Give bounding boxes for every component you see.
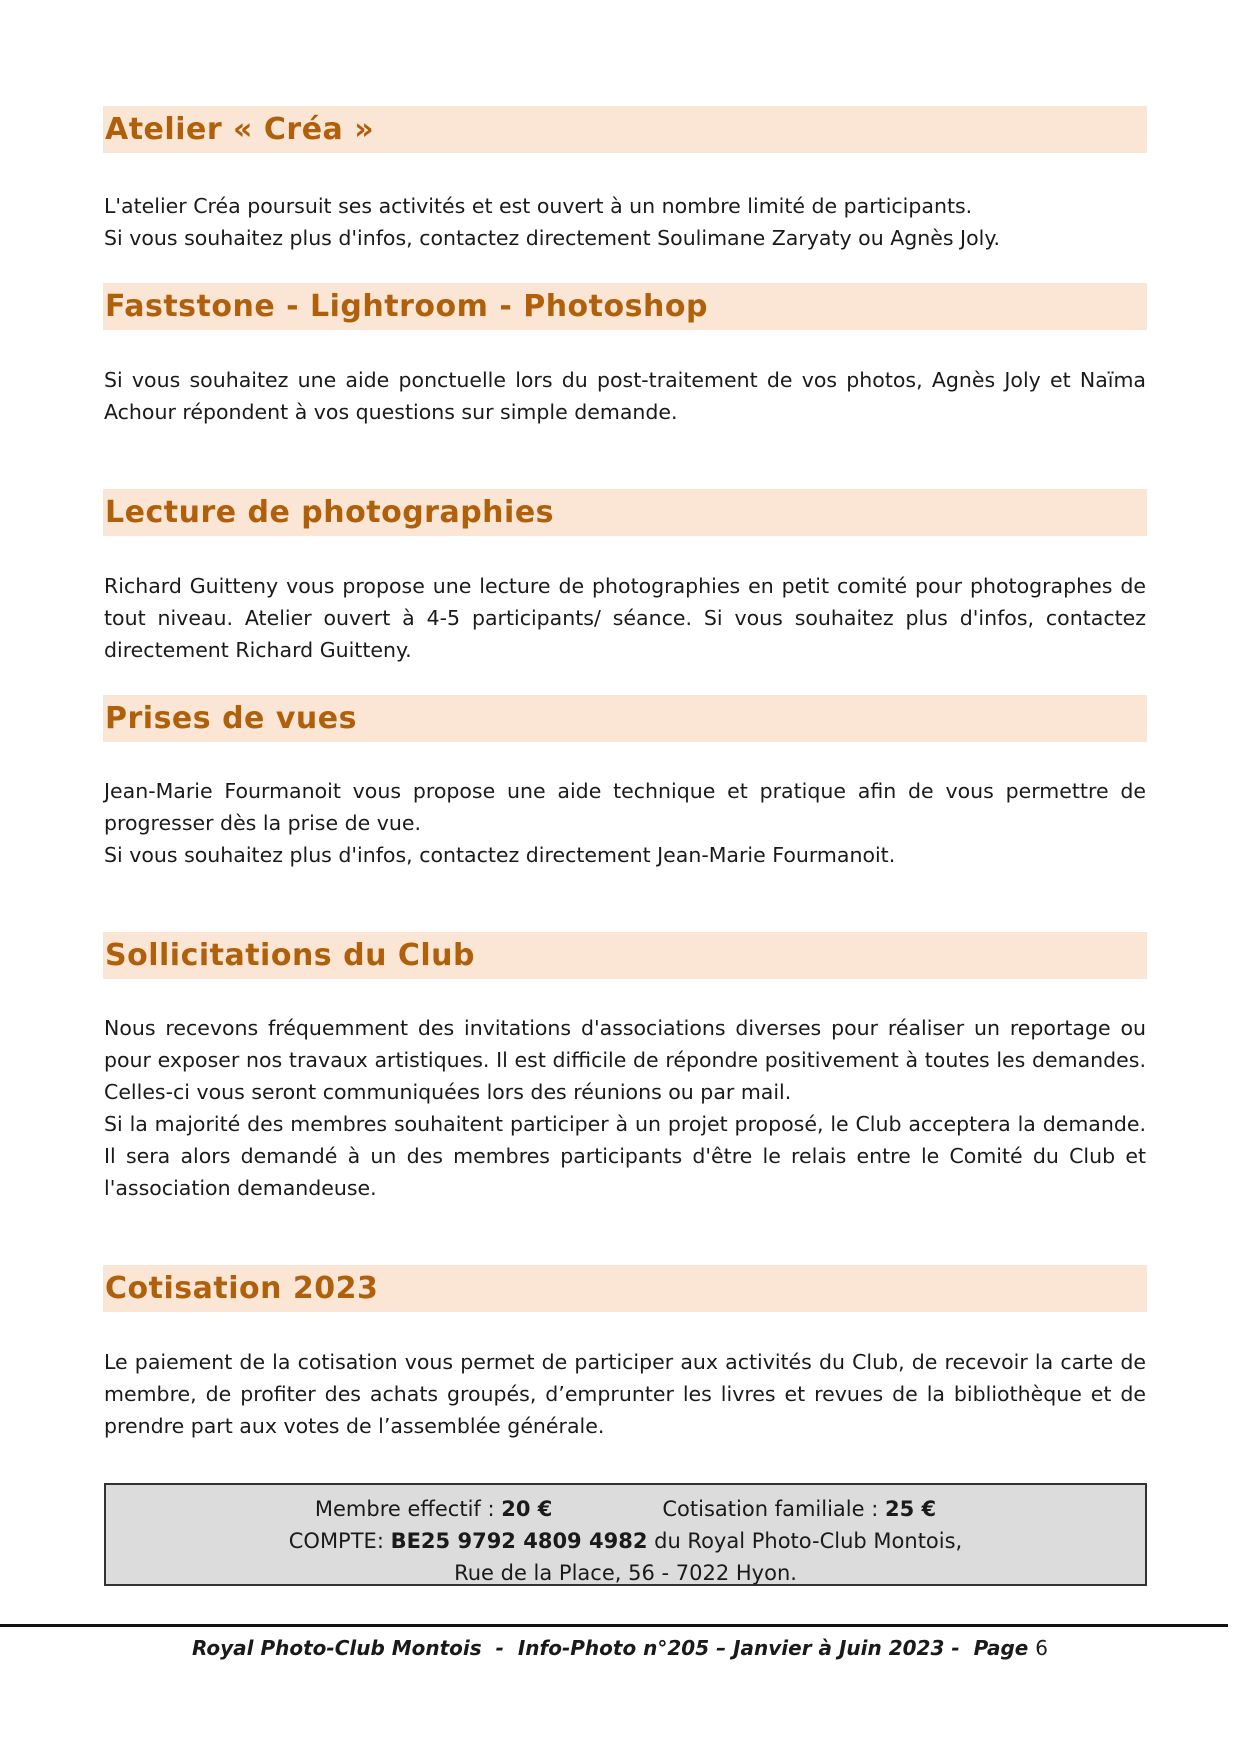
fee-info-box (104, 1483, 1147, 1586)
family-fee-amount: 25 € (884, 1497, 937, 1521)
paragraph: Si la majorité des membres souhaitent participer à un projet proposé, le Club acceptera la demande. Il sera alors demandé à un des membres participants d'être le relais entre le Comité du Club et l'association demandeuse. (104, 1112, 1146, 1200)
family-fee (662, 1493, 936, 1525)
page-footer (0, 1636, 1240, 1660)
section-header-prises-de-vues (103, 695, 1147, 742)
paragraph: Le paiement de la cotisation vous permet de participer aux activités du Club, de recevoir la carte de membre, de profiter des achats groupés, d’emprunter les livres et revues de la bibliothèque et de prendre part aux votes de l’assemblée générale. (104, 1350, 1146, 1438)
section-title: Atelier « Créa » (105, 112, 375, 147)
section-title: Lecture de photographies (105, 495, 555, 530)
member-fee-amount: 20 € (501, 1497, 553, 1521)
paragraph: L'atelier Créa poursuit ses activités et est ouvert à un nombre limité de participants. (104, 194, 973, 218)
section-header-atelier-crea (103, 106, 1147, 153)
section-title: Prises de vues (105, 701, 357, 736)
section-header-faststone (103, 283, 1147, 330)
paragraph: Si vous souhaitez une aide ponctuelle lors du post-traitement de vos photos, Agnès Joly et Naïma Achour répondent à vos questions sur simple demande. (104, 368, 1146, 424)
section-body-faststone (104, 364, 1146, 428)
page-number: 6 (1035, 1636, 1049, 1660)
section-header-lecture (103, 489, 1147, 536)
paragraph: Richard Guitteny vous propose une lecture de photographies en petit comité pour photographes de tout niveau. Atelier ouvert à 4-5 participants/ séance. Si vous souhaitez plus d'infos, contactez directement Richard Guitteny. (104, 574, 1146, 662)
section-title: Sollicitations du Club (105, 938, 476, 973)
section-title: Cotisation 2023 (105, 1271, 379, 1306)
member-fee-label: Membre effectif : (314, 1497, 502, 1521)
paragraph: Si vous souhaitez plus d'infos, contactez directement Jean-Marie Fourmanoit. (104, 843, 896, 867)
account-line (106, 1525, 1145, 1557)
section-header-cotisation (103, 1265, 1147, 1312)
fee-amounts-row (106, 1493, 1145, 1525)
family-fee-label: Cotisation familiale : (662, 1497, 885, 1521)
section-title: Faststone - Lightroom - Photoshop (105, 289, 708, 324)
account-label: COMPTE: (288, 1529, 391, 1553)
section-body-lecture (104, 570, 1146, 666)
section-body-prises-de-vues (104, 775, 1146, 871)
section-body-sollicitations (104, 1012, 1146, 1204)
footer-divider (0, 1624, 1228, 1627)
section-body-cotisation (104, 1346, 1146, 1442)
account-number: BE25 9792 4809 4982 (390, 1529, 648, 1553)
footer-text: Royal Photo-Club Montois - Info-Photo n°205 – Janvier à Juin 2023 - Page (191, 1636, 1036, 1660)
section-header-sollicitations (103, 932, 1147, 979)
paragraph: Si vous souhaitez plus d'infos, contactez directement Soulimane Zaryaty ou Agnès Joly. (104, 226, 1001, 250)
paragraph: Jean-Marie Fourmanoit vous propose une aide technique et pratique afin de vous permettre de progresser dès la prise de vue. (104, 779, 1146, 835)
member-fee (315, 1493, 553, 1525)
section-body-atelier-crea (104, 190, 1146, 254)
address-line: Rue de la Place, 56 - 7022 Hyon. (454, 1561, 797, 1585)
paragraph: Nous recevons fréquemment des invitations d'associations diverses pour réaliser un reportage ou pour exposer nos travaux artistiques. Il est difficile de répondre positivement à toutes les demandes. Celles-ci vous seront communiquées lors des réunions ou par mail. (104, 1016, 1146, 1104)
account-holder: du Royal Photo-Club Montois, (647, 1529, 963, 1553)
